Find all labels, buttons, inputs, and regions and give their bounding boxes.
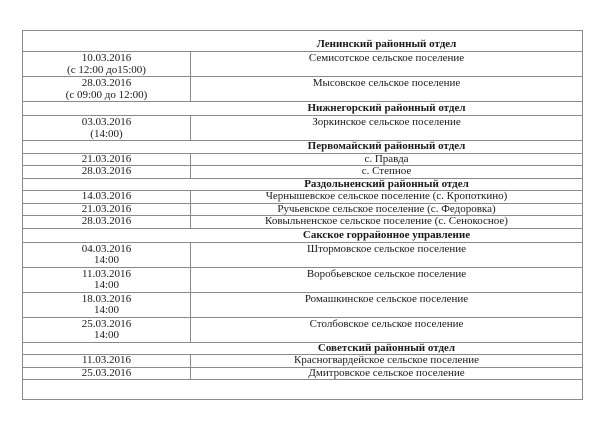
settlement-cell: Чернышевское сельское поселение (с. Кропоткино) — [191, 191, 583, 204]
date-text: 28.03.2016 — [81, 165, 132, 177]
date-cell — [23, 52, 191, 77]
section-title: Первомайский районный отдел — [23, 141, 583, 154]
date-cell — [23, 292, 191, 317]
table-row — [23, 203, 583, 216]
settlement-cell: Столбовское сельское поселение — [191, 317, 583, 342]
section-title: Сакское горрайонное управление — [23, 228, 583, 242]
time-text: (с 09:00 до 12:00) — [65, 88, 148, 101]
table-row — [23, 242, 583, 267]
date-cell — [23, 267, 191, 292]
date-text: 14.03.2016 — [81, 190, 132, 202]
date-cell — [23, 367, 191, 380]
date-cell — [23, 166, 191, 179]
section-header-row — [23, 178, 583, 191]
date-cell — [23, 317, 191, 342]
table-row — [23, 267, 583, 292]
date-cell — [23, 242, 191, 267]
section-title: Раздольненский районный отдел — [23, 178, 583, 191]
date-text: 10.03.2016 — [81, 52, 132, 64]
schedule-table — [22, 30, 583, 400]
date-text: 21.03.2016 — [81, 203, 132, 215]
section-header-row — [23, 102, 583, 116]
date-text: 28.03.2016 — [81, 77, 132, 89]
table-row — [23, 52, 583, 77]
settlement-cell: Ромашкинское сельское поселение — [191, 292, 583, 317]
section-header-row — [23, 31, 583, 52]
section-header-row — [23, 141, 583, 154]
table-row — [23, 116, 583, 141]
date-cell — [23, 153, 191, 166]
date-text: 28.03.2016 — [81, 215, 132, 227]
table-row — [23, 216, 583, 229]
settlement-cell: Мысовское сельское поселение — [191, 77, 583, 102]
settlement-cell: Зоркинское сельское поселение — [191, 116, 583, 141]
date-text: 25.03.2016 — [81, 367, 132, 379]
empty-cell — [23, 380, 583, 400]
settlement-cell: с. Степное — [191, 166, 583, 179]
table-row — [23, 77, 583, 102]
empty-row — [23, 380, 583, 400]
date-cell — [23, 216, 191, 229]
table-row — [23, 355, 583, 368]
date-cell — [23, 203, 191, 216]
section-title: Ленинский районный отдел — [23, 31, 583, 52]
date-text: 18.03.2016 — [81, 292, 132, 305]
time-text: 14:00 — [93, 279, 120, 291]
time-text: 14:00 — [93, 329, 120, 341]
time-text: 14:00 — [93, 304, 120, 316]
section-header-row — [23, 342, 583, 355]
section-title: Нижнегорский районный отдел — [23, 102, 583, 116]
section-title: Советский районный отдел — [23, 342, 583, 355]
date-text: 25.03.2016 — [81, 317, 132, 330]
time-text: (14:00) — [90, 127, 123, 140]
table-row — [23, 292, 583, 317]
date-text: 11.03.2016 — [81, 354, 132, 366]
date-text: 03.03.2016 — [81, 116, 132, 128]
table-row — [23, 153, 583, 166]
date-text: 11.03.2016 — [81, 267, 132, 280]
settlement-cell: с. Правда — [191, 153, 583, 166]
time-text: 14:00 — [93, 254, 120, 266]
date-cell — [23, 191, 191, 204]
settlement-cell: Семисотское сельское поселение — [191, 52, 583, 77]
date-cell — [23, 116, 191, 141]
table-row — [23, 367, 583, 380]
table-row — [23, 317, 583, 342]
settlement-cell: Воробьевское сельское поселение — [191, 267, 583, 292]
date-cell — [23, 355, 191, 368]
settlement-cell: Красногвардейское сельское поселение — [191, 355, 583, 368]
settlement-cell: Ручьевское сельское поселение (с. Федоровка) — [191, 203, 583, 216]
settlement-cell: Штормовское сельское поселение — [191, 242, 583, 267]
table-row — [23, 166, 583, 179]
settlement-cell: Ковыльненское сельское поселение (с. Сенокосное) — [191, 216, 583, 229]
date-text: 21.03.2016 — [81, 153, 132, 165]
settlement-cell: Дмитровское сельское поселение — [191, 367, 583, 380]
time-text: (с 12:00 до15:00) — [67, 63, 146, 76]
date-text: 04.03.2016 — [81, 242, 132, 255]
table-row — [23, 191, 583, 204]
date-cell — [23, 77, 191, 102]
section-header-row — [23, 228, 583, 242]
